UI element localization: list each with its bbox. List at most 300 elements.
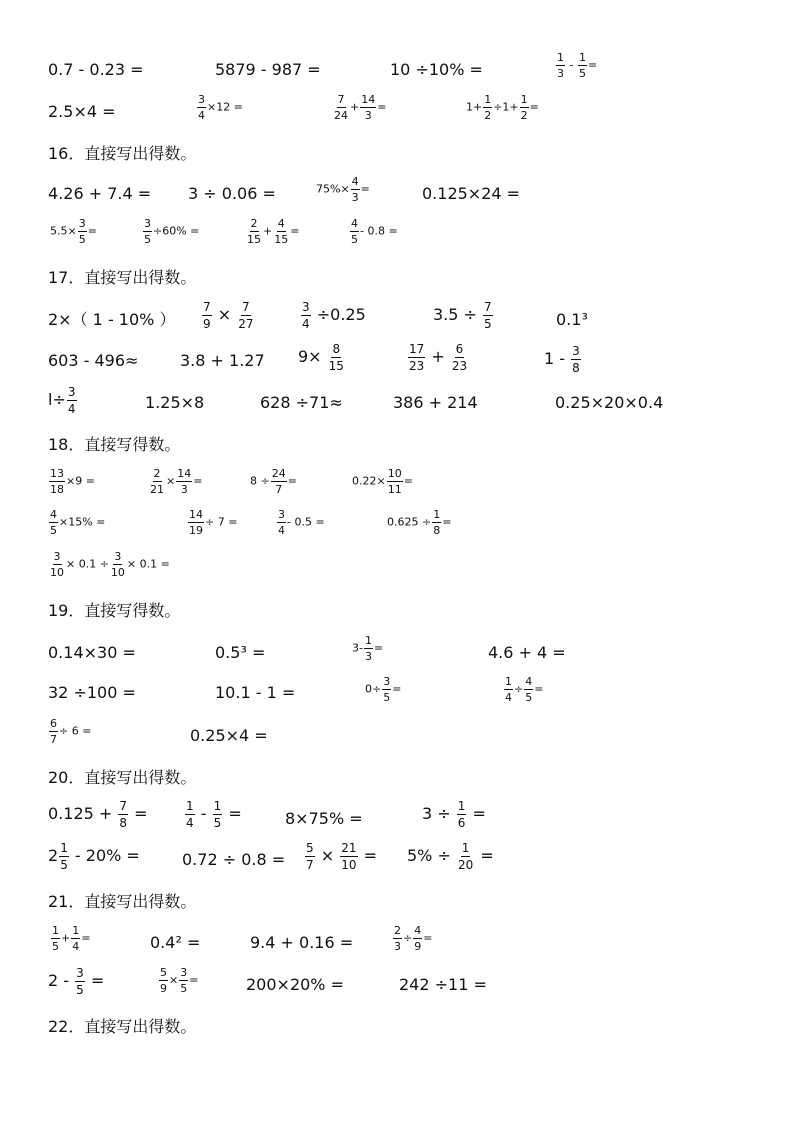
expression-text: 603 - 496≈ [48,351,139,370]
fraction-numerator: 7 [203,300,211,314]
fraction-numerator: 3 [76,966,84,980]
fraction-denominator: 4 [278,524,285,537]
fraction-numerator: 10 [387,467,402,480]
fraction-denominator: 2 [520,109,528,122]
problem-item [276,509,325,536]
problem-item [304,842,377,871]
fraction-numerator: 14 [177,467,192,480]
fraction [382,676,391,703]
expression-text: 2 [48,846,59,865]
fraction-numerator: 1 [457,799,466,813]
fraction-denominator: 7 [275,483,283,496]
fraction-numerator: 1 [72,924,80,937]
fraction [149,468,165,495]
fraction-numerator: 3 [144,217,151,230]
fraction [49,509,58,536]
fraction-denominator: 5 [50,524,57,537]
expression-text: 0.5³ = [215,643,266,662]
fraction-numerator: 2 [250,217,258,230]
problem-item [142,218,199,245]
fraction-denominator: 5 [76,983,84,997]
problem-item [48,353,138,369]
fraction [51,925,60,952]
fraction-numerator: 2 [394,924,401,937]
fraction-denominator: 7 [50,733,57,746]
expression-text: 1+ [466,100,483,114]
expression-text: 242 ÷11 = [399,975,487,994]
fraction-numerator: 3 [67,385,76,399]
fraction [159,967,168,994]
fraction-numerator: 3 [180,966,188,979]
fraction [364,635,373,662]
fraction-denominator: 11 [387,483,402,496]
expression-text: - 0.5 = [287,515,325,529]
expression-text: 386 + 214 [393,393,478,412]
expression-text: - 0.8 = [360,224,398,238]
expression-text: × [315,846,340,865]
problem-item [488,645,566,661]
expression-text: 5% ÷ [407,846,456,865]
fraction-numerator: 1 [520,93,528,106]
fraction-numerator: 7 [119,799,128,813]
fraction [524,676,533,703]
section-heading-16: 16．直接写出得数。 [48,144,197,163]
problem-item [422,800,486,829]
expression-text: 200×20% = [246,975,344,994]
fraction-numerator: 7 [484,300,492,314]
expression-text: ÷0.25 [311,305,366,324]
expression-text: ×12 = [207,100,243,114]
expression-text: = [529,100,539,114]
fraction [273,218,289,245]
fraction-numerator: 14 [189,508,203,521]
fraction-numerator: 3 [198,93,205,106]
problem-item [422,186,520,202]
fraction [277,509,286,536]
expression-text: 0.125×24 = [422,184,521,203]
problem-item [250,935,353,951]
expression-text: 0.4² = [150,933,201,952]
expression-text: = [87,224,97,238]
expression-text: = [403,474,413,488]
problem-item [188,186,276,202]
fraction-denominator: 21 [150,483,164,496]
fraction-numerator: 1 [52,924,59,937]
expression-text: = [193,474,203,488]
section-heading-18: 18．直接写得数。 [48,435,181,454]
problem-item [190,728,268,744]
fraction-numerator: 3 [53,550,61,563]
fraction [213,800,223,829]
problem-item [352,635,383,662]
fraction-denominator: 9 [160,982,167,995]
expression-text: 3 ÷ 0.06 = [188,184,276,203]
fraction-denominator: 15 [247,233,261,246]
fraction [237,301,254,330]
fraction [504,676,513,703]
problem-item [48,468,95,495]
problem-item [407,343,469,372]
expression-text: 0.22× [352,474,386,488]
fraction [246,218,262,245]
fraction [340,842,357,871]
fraction-numerator: 3 [78,217,86,230]
fraction-numerator: 17 [409,342,425,356]
fraction-denominator: 5 [525,691,533,704]
fraction [179,967,188,994]
fraction-denominator: 23 [451,359,468,373]
fraction-numerator: 5 [160,966,167,979]
problem-item [215,645,265,661]
problem-item [148,468,202,495]
problem-item [48,386,78,415]
expression-text: = [290,224,300,238]
problem-item [365,676,401,703]
expression-text: ÷ [514,682,524,696]
problem-item [352,468,413,495]
fraction-numerator: 21 [341,841,357,855]
problem-item [556,312,588,328]
fraction-numerator: 2 [153,467,161,480]
expression-text: = [223,804,242,823]
expression-text: = [534,682,544,696]
fraction-numerator: 3 [383,675,391,688]
fraction-denominator: 10 [110,566,125,579]
fraction [328,343,345,372]
expression-text: 9.4 + 0.16 = [250,933,354,952]
expression-text: 2.5×4 = [48,102,116,121]
expression-text: 1 - [544,349,571,368]
fraction-denominator: 4 [67,402,76,416]
fraction-numerator: 7 [242,300,250,314]
fraction-denominator: 15 [328,359,344,373]
problem-item [544,345,582,374]
expression-text: = [475,846,494,865]
fraction [571,345,581,374]
problem-item [316,176,370,203]
fraction-denominator: 5 [484,317,492,331]
fraction-numerator: 4 [277,217,285,230]
expression-text: = [85,971,105,990]
fraction-denominator: 2 [484,109,492,122]
fraction [451,343,468,372]
fraction-numerator: 1 [578,51,586,64]
fraction [197,94,206,121]
fraction-denominator: 5 [60,858,68,872]
expression-text: = [129,804,148,823]
fraction [49,551,65,578]
fraction-denominator: 5 [180,982,188,995]
expression-text: ×9 = [66,474,95,488]
problem-item [555,52,597,79]
expression-text: + [61,931,71,945]
expression-text: = [287,474,297,488]
problem-item [407,842,494,871]
section-heading-20: 20．直接写出得数。 [48,768,197,787]
problem-item [48,62,144,78]
fraction [457,842,474,871]
expression-text: × 0.1 ÷ [66,557,109,571]
problem-item [48,312,175,328]
expression-text: = [358,846,377,865]
problem-item [390,62,483,78]
fraction-denominator: 20 [457,858,474,872]
problem-item [298,343,346,372]
fraction-denominator: 3 [351,191,359,204]
expression-text: 3 ÷ [422,804,456,823]
fraction-denominator: 18 [50,483,64,496]
problem-item [466,94,539,121]
fraction-numerator: 1 [557,51,564,64]
fraction-numerator: 3 [278,508,285,521]
fraction [118,800,128,829]
fraction [176,468,192,495]
expression-text: ÷ 7 = [205,515,238,529]
section-heading-21: 21．直接写出得数。 [48,892,197,911]
problem-item [48,104,116,120]
expression-text: 0.14×30 = [48,643,136,662]
fraction-denominator: 5 [78,233,86,246]
problem-item [196,94,243,121]
problem-item [48,645,136,661]
fraction-numerator: 1 [461,841,470,855]
fraction-denominator: 4 [302,317,310,331]
fraction-numerator: 1 [505,675,512,688]
section-heading-17: 17．直接写出得数。 [48,268,197,287]
fraction [578,52,587,79]
problem-item [158,967,198,994]
problem-item [50,925,90,952]
fraction-denominator: 5 [383,691,391,704]
fraction [49,468,65,495]
problem-item [48,842,140,871]
fraction-numerator: 4 [50,508,57,521]
expression-text: 4.26 + 7.4 = [48,184,152,203]
expression-text: 1.25×8 [145,393,205,412]
expression-text: = [587,58,598,72]
expression-text: ÷1+ [493,100,519,114]
problem-item [182,852,285,868]
expression-text: 0.25×4 = [190,726,268,745]
fraction [185,800,195,829]
fraction-denominator: 3 [180,483,188,496]
expression-text: + [263,224,273,238]
fraction-denominator: 15 [274,233,289,246]
fraction [67,386,77,415]
fraction-denominator: 27 [238,317,254,331]
fraction-denominator: 5 [578,67,586,80]
fraction-denominator: 23 [409,359,425,373]
fraction-numerator: 3 [302,300,310,314]
fraction-numerator: 13 [50,467,64,480]
problem-item [433,301,494,330]
fraction-numerator: 4 [414,924,422,937]
expression-text: = [189,973,199,987]
expression-text: × [212,305,237,324]
expression-text: - [566,58,577,72]
expression-text: 0.625 ÷ [387,515,432,529]
section-heading-19: 19．直接写得数。 [48,601,181,620]
expression-text: 9× [298,347,327,366]
problem-item [180,353,265,369]
problem-item [399,977,487,993]
fraction-denominator: 4 [186,816,194,830]
expression-text: 8×75% = [285,809,363,828]
expression-text: × 0.1 = [126,557,170,571]
problem-item [285,811,363,827]
section-heading-22: 22．直接写出得数。 [48,1017,197,1036]
fraction [520,94,529,121]
fraction-numerator: 4 [525,675,533,688]
fraction-denominator: 6 [457,816,466,830]
expression-text: 5879 - 987 = [215,60,321,79]
expression-text: = [423,931,433,945]
problem-item [392,925,432,952]
fraction [360,94,376,121]
fraction [350,218,359,245]
fraction [387,468,403,495]
fraction-denominator: 19 [189,524,203,537]
fraction-numerator: 14 [361,93,376,106]
fraction-denominator: 8 [433,524,441,537]
fraction-numerator: 8 [332,342,341,356]
expression-text: 3.8 + 1.27 [180,351,265,370]
expression-text: 4.6 + 4 = [488,643,566,662]
expression-text: 3.5 ÷ [433,305,483,324]
fraction [408,343,425,372]
expression-text: ÷60% = [153,224,200,238]
fraction [59,842,69,871]
fraction-numerator: 6 [50,717,57,730]
problem-item [48,509,105,536]
expression-text: 8 ÷ [250,474,270,488]
expression-text: l÷ [48,390,66,409]
expression-text: = [373,641,384,655]
fraction [413,925,422,952]
fraction [301,301,311,330]
problem-item [150,935,200,951]
fraction-denominator: 5 [144,233,151,246]
fraction [393,925,402,952]
problem-item [215,62,321,78]
expression-text: + [426,347,450,366]
fraction-denominator: 3 [557,67,564,80]
fraction-denominator: 4 [198,109,205,122]
expression-text: 75%× [316,182,350,196]
fraction-denominator: 24 [334,109,348,122]
fraction-numerator: 24 [271,467,286,480]
fraction [71,925,80,952]
expression-text: 3- [352,641,363,655]
problem-item [201,301,256,330]
problem-item [332,94,386,121]
expression-text: - 20% = [69,846,140,865]
fraction [75,967,85,996]
fraction-denominator: 4 [72,940,80,953]
fraction-numerator: 1 [484,93,492,106]
expression-text: ÷ [403,931,413,945]
expression-text: 5.5× [50,224,77,238]
expression-text: 0.125 + [48,804,118,823]
fraction-denominator: 5 [351,233,358,246]
expression-text: 32 ÷100 = [48,683,136,702]
fraction [333,94,349,121]
fraction [305,842,315,871]
expression-text: - [195,804,212,823]
fraction-denominator: 7 [306,858,314,872]
fraction [432,509,441,536]
fraction-denominator: 8 [572,361,580,375]
problem-item [48,685,136,701]
fraction-numerator: 4 [351,217,358,230]
fraction [202,301,212,330]
fraction [457,800,467,829]
fraction-denominator: 3 [364,109,372,122]
expression-text: 0.1³ [556,310,588,329]
fraction [351,176,360,203]
expression-text: = [442,515,452,529]
problem-item [48,186,151,202]
expression-text: × [166,474,176,488]
fraction [271,468,287,495]
fraction-denominator: 10 [50,566,64,579]
fraction-numerator: 3 [572,344,580,358]
expression-text: 0÷ [365,682,382,696]
expression-text: 10 ÷10% = [390,60,483,79]
fraction-numerator: 1 [213,799,222,813]
fraction-denominator: 10 [341,858,357,872]
problem-item [245,218,299,245]
problem-item [187,509,237,536]
expression-text: 0.7 - 0.23 = [48,60,144,79]
fraction-denominator: 9 [414,940,422,953]
fraction-numerator: 7 [337,93,345,106]
expression-text: ÷ 6 = [59,724,92,738]
problem-item [349,218,398,245]
problem-item [250,468,297,495]
fraction-numerator: 1 [60,841,68,855]
fraction-numerator: 3 [114,550,122,563]
problem-item [555,395,663,411]
fraction-numerator: 4 [351,175,359,188]
expression-text: = [81,931,91,945]
fraction [188,509,204,536]
problem-item [260,395,343,411]
fraction-numerator: 6 [455,342,464,356]
fraction-numerator: 1 [364,634,372,647]
problem-item [48,967,104,996]
expression-text: 10.1 - 1 = [215,683,296,702]
fraction-denominator: 9 [203,317,211,331]
expression-text: 0.72 ÷ 0.8 = [182,850,286,869]
fraction [110,551,126,578]
fraction-denominator: 5 [52,940,59,953]
expression-text: 628 ÷71≈ [260,393,343,412]
problem-item [48,551,170,578]
fraction [78,218,87,245]
problem-item [215,685,295,701]
expression-text: = [392,682,402,696]
problem-item [300,301,366,330]
problem-item [503,676,543,703]
fraction [483,301,493,330]
fraction-denominator: 5 [213,816,222,830]
problem-item [184,800,242,829]
problem-item [246,977,344,993]
problem-item [393,395,478,411]
problem-item [387,509,451,536]
expression-text: × [169,973,179,987]
